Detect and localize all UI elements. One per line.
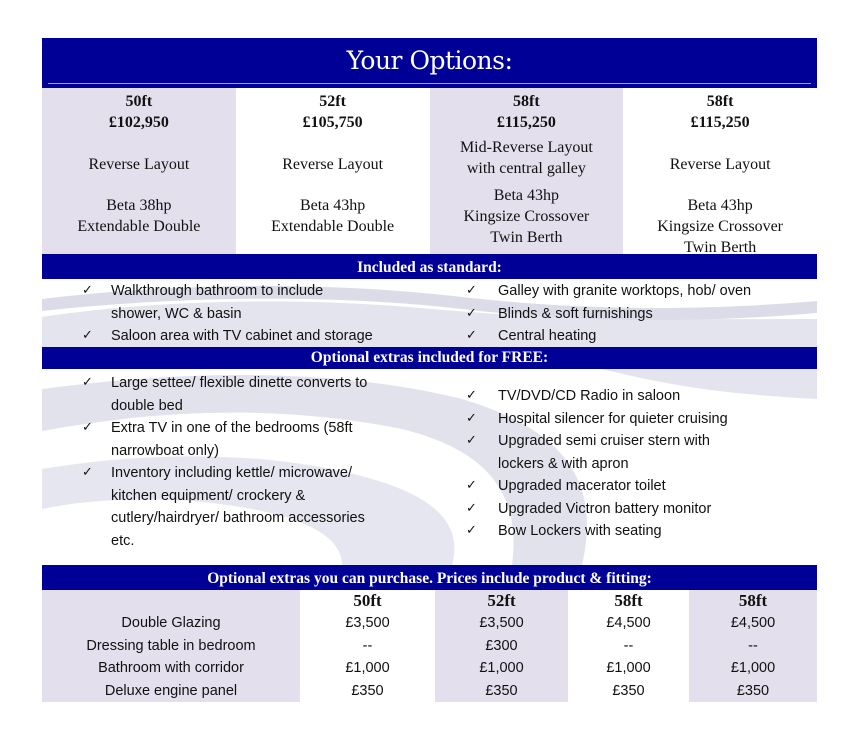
column-header: 58ft (614, 591, 643, 610)
price-cell: £1,000 (730, 660, 776, 676)
feature-text: Hospital silencer for quieter cruising (498, 410, 728, 427)
model-58ft-reverse (623, 88, 817, 254)
title-underline (48, 83, 811, 84)
feature-text: Upgraded Victron battery monitor (498, 500, 712, 517)
feature-text: double bed (111, 397, 183, 414)
spec-line: Kingsize Crossover (657, 218, 783, 235)
extras-item: Dressing table in bedroom (86, 637, 256, 654)
check-icon: ✓ (466, 305, 477, 321)
check-icon: ✓ (82, 328, 93, 343)
check-icon: ✓ (466, 500, 477, 516)
check-icon: ✓ (82, 375, 93, 390)
feature-item (42, 280, 429, 325)
check-icon: ✓ (466, 433, 477, 448)
feature-item (42, 417, 429, 462)
price-cell: £350 (351, 682, 384, 699)
standard-features (42, 279, 817, 347)
price-cell: £3,500 (479, 615, 524, 631)
feature-text: TV/DVD/CD Radio in saloon (498, 388, 681, 404)
free-list-right (429, 369, 817, 565)
feature-item (429, 430, 817, 475)
check-icon: ✓ (466, 283, 477, 298)
feature-text: Saloon area with TV cabinet and storage (111, 328, 373, 344)
extras-item: Deluxe engine panel (104, 682, 238, 699)
extras-column-50ft (300, 590, 435, 702)
spec-line: Beta 43hp (687, 197, 753, 214)
check-icon: ✓ (82, 465, 93, 480)
check-icon: ✓ (466, 410, 477, 426)
feature-text: Walkthrough bathroom to include (111, 283, 324, 299)
model-specs (42, 195, 236, 237)
model-52ft (236, 88, 430, 254)
feature-item (429, 325, 817, 348)
feature-item (429, 475, 817, 498)
spec-line: Beta 43hp (299, 197, 366, 214)
feature-text: Extra TV in one of the bedrooms (58ft (111, 420, 353, 436)
feature-text: Blinds & soft furnishings (498, 305, 653, 322)
spec-line: Beta 38hp (106, 197, 172, 214)
layout-line: Reverse Layout (669, 155, 771, 173)
feature-text: Upgraded semi cruiser stern with (498, 433, 710, 449)
feature-text: Inventory including kettle/ microwave/ (111, 465, 352, 481)
price-cell: £350 (736, 682, 770, 699)
model-price: £115,250 (496, 114, 556, 131)
model-length: 58ft (706, 93, 734, 110)
feature-text: kitchen equipment/ crockery & (111, 487, 306, 504)
feature-item (429, 520, 817, 543)
feature-item (42, 372, 429, 417)
extras-item: Bathroom with corridor (98, 660, 244, 676)
layout-line: Reverse Layout (88, 155, 190, 173)
spec-line: Extendable Double (77, 218, 201, 235)
price-cell: £350 (612, 682, 645, 699)
price-cell: -- (623, 637, 634, 654)
extras-item-column (42, 590, 300, 702)
feature-text: cutlery/hairdryer/ bathroom accessories (111, 510, 365, 526)
free-list-left (42, 369, 429, 565)
price-cell: £300 (485, 637, 518, 654)
feature-item (429, 280, 817, 303)
model-layout (623, 143, 817, 185)
check-icon: ✓ (466, 523, 477, 538)
page-title: Your Options: (346, 46, 513, 75)
title-bar (42, 38, 817, 88)
check-icon: ✓ (82, 283, 93, 298)
feature-text: narrowboat only) (111, 442, 219, 459)
model-price: £102,950 (108, 114, 169, 131)
layout-line: Reverse Layout (282, 155, 384, 173)
feature-text: Large settee/ flexible dinette converts to (111, 375, 368, 391)
model-50ft (42, 88, 236, 254)
feature-item (429, 498, 817, 521)
column-header-blank (42, 590, 300, 612)
feature-item (429, 303, 817, 326)
options-sheet (42, 38, 817, 702)
model-specs (236, 195, 430, 237)
price-cell: £350 (485, 682, 518, 699)
model-58ft-mid-reverse (430, 88, 624, 254)
price-cell: £4,500 (606, 615, 651, 631)
spec-line: Extendable Double (271, 218, 395, 235)
price-cell: £1,000 (345, 660, 390, 676)
free-extras (42, 369, 817, 568)
check-icon: ✓ (82, 420, 93, 435)
model-layout (430, 137, 624, 179)
feature-text: etc. (111, 532, 135, 549)
spec-line: Kingsize Crossover (463, 208, 590, 225)
check-icon: ✓ (466, 478, 477, 493)
section-heading-extras: Optional extras you can purchase. Prices include product & fitting: (42, 568, 817, 590)
spec-line: Twin Berth (684, 239, 757, 256)
model-length: 52ft (319, 93, 346, 110)
standard-list-left (42, 279, 429, 347)
section-heading-free: Optional extras included for FREE: (42, 347, 817, 369)
price-cell: £3,500 (345, 615, 390, 631)
check-icon: ✓ (466, 388, 477, 403)
extras-item: Double Glazing (121, 615, 221, 631)
model-specs (623, 195, 817, 258)
feature-item (42, 462, 429, 552)
price-cell: £4,500 (730, 615, 776, 631)
price-cell: £1,000 (606, 660, 651, 676)
feature-item (42, 325, 429, 348)
standard-list-right (429, 279, 817, 347)
extras-column-58ft-b (689, 590, 817, 702)
model-columns (42, 88, 817, 257)
model-specs (430, 185, 624, 248)
model-layout (42, 143, 236, 185)
price-cell: -- (362, 637, 373, 654)
feature-text: Galley with granite worktops, hob/ oven (498, 283, 752, 299)
extras-column-58ft-a (568, 590, 689, 702)
feature-item (429, 408, 817, 431)
feature-text: lockers & with apron (498, 455, 629, 472)
feature-text: Bow Lockers with seating (498, 523, 662, 539)
layout-line: with central galley (466, 160, 586, 177)
feature-item (429, 385, 817, 408)
model-length: 58ft (513, 93, 540, 110)
column-header: 52ft (487, 591, 516, 610)
price-cell: -- (748, 637, 758, 654)
check-icon: ✓ (466, 328, 477, 343)
spec-line: Beta 43hp (493, 187, 560, 204)
model-length: 50ft (125, 93, 153, 110)
purchase-extras-table (42, 590, 817, 702)
feature-text: shower, WC & basin (111, 305, 242, 322)
model-price: £115,250 (690, 114, 750, 131)
feature-text: Central heating (498, 328, 597, 344)
feature-text: Upgraded macerator toilet (498, 478, 666, 494)
column-header: 58ft (738, 591, 768, 610)
spec-line: Twin Berth (490, 229, 563, 246)
price-cell: £1,000 (479, 660, 524, 676)
extras-column-52ft (435, 590, 568, 702)
section-heading-standard: Included as standard: (42, 257, 817, 279)
model-layout (236, 143, 430, 185)
model-price: £105,750 (302, 114, 363, 131)
column-header: 50ft (353, 591, 382, 610)
layout-line: Mid-Reverse Layout (459, 139, 593, 156)
